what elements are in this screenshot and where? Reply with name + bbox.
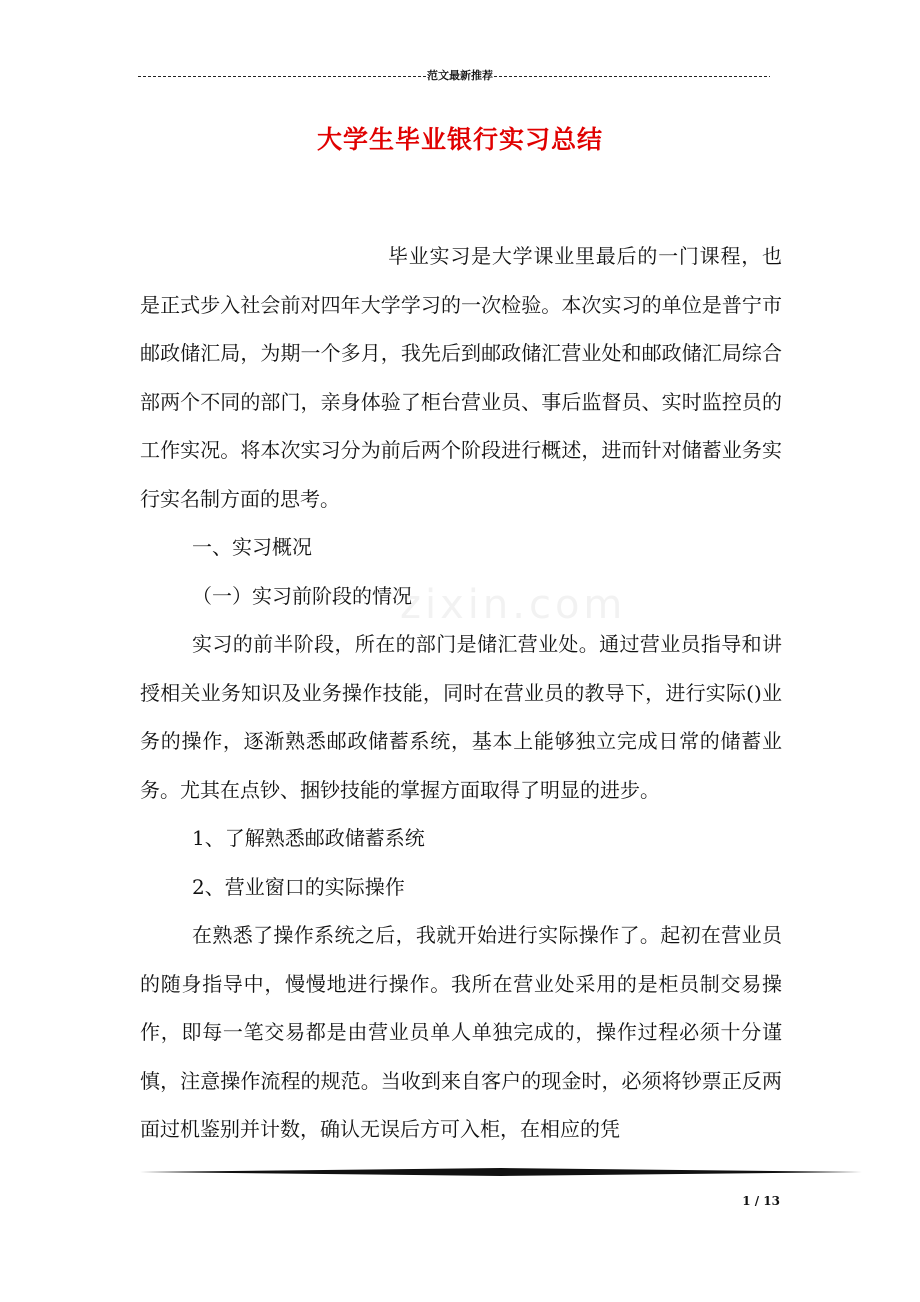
header-dashes-right <box>494 76 770 77</box>
document-body <box>140 232 782 1154</box>
footer-divider <box>140 1166 862 1178</box>
paragraph-first-stage: 实习的前半阶段，所在的部门是储汇营业处。通过营业员指导和讲授相关业务知识及业务操作技能，同时在营业员的教导下，进行实际()业务的操作，逐渐熟悉邮政储蓄系统，基本上能够独立完成日常的储蓄业务。尤其在点钞、捆钞技能的掌握方面取得了明显的进步。 <box>140 632 782 802</box>
header-dashes-left <box>138 76 426 77</box>
heading-subsection-1: （一）实习前阶段的情况 <box>192 583 412 608</box>
heading-section-1: 一、实习概况 <box>192 535 312 559</box>
header-label: 范文最新推荐 <box>427 69 493 82</box>
list-item-1: 1、了解熟悉邮政储蓄系统 <box>192 826 425 850</box>
list-item-2: 2、营业窗口的实际操作 <box>192 874 405 899</box>
paragraph-operation: 在熟悉了操作系统之后，我就开始进行实际操作了。起初在营业员的随身指导中，慢慢地进行操作。我所在营业处采用的是柜员制交易操作，即每一笔交易都是由营业员单人单独完成的，操作过程必须十分谨慎，注意操作流程的规范。当收到来自客户的现金时，必须将钞票正反两面过机鉴别并计数，确认无误后方可入柜，在相应的凭 <box>140 923 782 1141</box>
document-title: 大学生毕业银行实习总结 <box>316 125 603 154</box>
paragraph-intro: 毕业实习是大学课业里最后的一门课程，也是正式步入社会前对四年大学学习的一次检验。本次实习的单位是普宁市邮政储汇局，为期一个多月，我先后到邮政储汇营业处和邮政储汇局综合部两个不同的部门，亲身体验了柜台营业员、事后监督员、实时监控员的工作实况。将本次实习分为前后两个阶段进行概述，进而针对储蓄业务实行实名制方面的思考。 <box>140 244 782 511</box>
header-banner <box>138 68 770 84</box>
watermark: zixin.com <box>400 582 627 628</box>
page-number: 1 / 13 <box>742 1194 780 1208</box>
